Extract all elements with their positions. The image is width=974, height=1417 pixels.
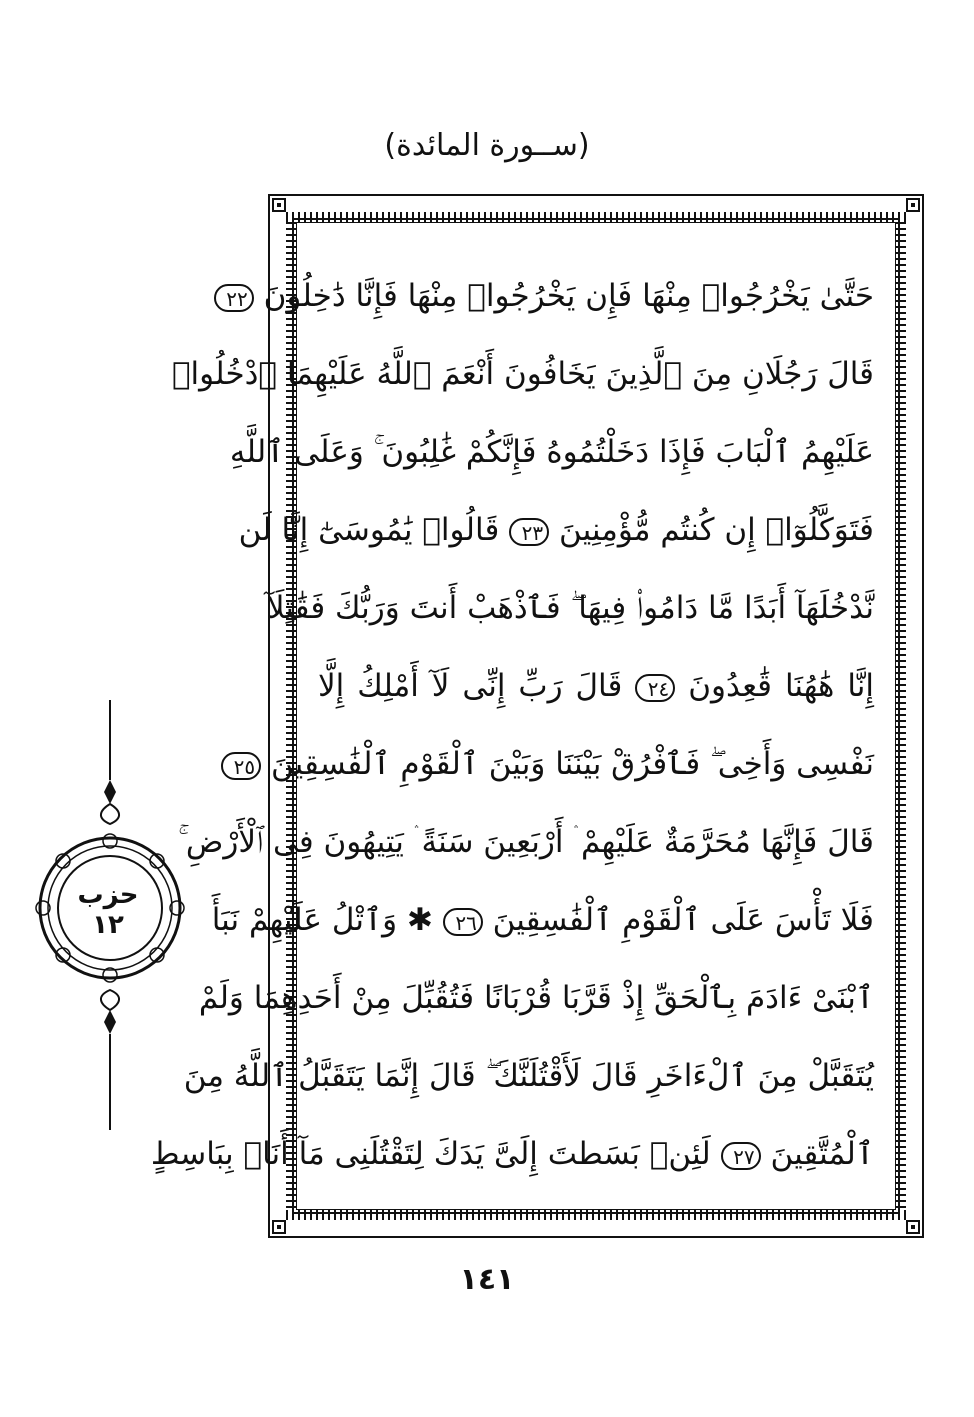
verse-text-area	[150, 240, 875, 1200]
verse-line: ٱلْمُتَّقِينَ ٢٧ لَئِنۢ بَسَطتَ إِلَىَّ يَدَكَ لِتَقْتُلَنِى مَآ أَنَا۠ بِبَاسِطٍ	[150, 1136, 874, 1172]
verse-line: حَتَّىٰ يَخْرُجُوا۟ مِنْهَا فَإِن يَخْرُجُوا۟ مِنْهَا فَإِنَّا دَٰخِلُونَ ٢٢	[318, 266, 874, 326]
verse-line: فَتَوَكَّلُوٓا۟ إِن كُنتُم مُّؤْمِنِينَ ٢٣ قَالُوا۟ يَٰمُوسَىٰٓ إِنَّا لَن	[238, 512, 874, 548]
verse-line: عَلَيْهِمُ ٱلْبَابَ فَإِذَا دَخَلْتُمُوهُ فَإِنَّكُمْ غَٰلِبُونَ ۚ وَعَلَى ٱللَّهِ	[229, 434, 874, 470]
ayah-number-marker: ٢٣	[509, 518, 549, 546]
frame-corner-ornament	[906, 198, 920, 212]
frame-corner-ornament	[906, 1220, 920, 1234]
hizb-number: ١٢	[92, 910, 124, 940]
hizb-label	[56, 880, 160, 940]
verse-line: نَفْسِى وَأَخِى ۖ فَٱفْرُقْ بَيْنَنَا وَبَيْنَ ٱلْقَوْمِ ٱلْفَٰسِقِينَ ٢٥	[318, 734, 874, 794]
surah-title: (ســورة المائدة)	[384, 128, 590, 163]
verse-line: قَالَ فَإِنَّهَا مُحَرَّمَةٌ عَلَيْهِمْ ۛ أَرْبَعِينَ سَنَةً ۛ يَتِيهُونَ فِى ٱلْأَرْضِ ۚ	[178, 824, 874, 860]
frame-corner-ornament	[272, 1220, 286, 1234]
page-number: ١٤١	[459, 1262, 515, 1297]
hizb-word: حزب	[77, 880, 139, 910]
verse-line: ٱبْنَىْ ءَادَمَ بِٱلْحَقِّ إِذْ قَرَّبَا قُرْبَانًا فَتُقُبِّلَ مِنْ أَحَدِهِمَا وَلَمْ	[198, 980, 874, 1016]
ayah-number-marker: ٢٧	[721, 1142, 761, 1170]
ayah-number-marker: ٢٢	[214, 284, 254, 312]
ayah-number-marker: ٢٤	[635, 674, 675, 702]
ayah-number-marker: ٢٥	[221, 752, 261, 780]
verse-line: إِنَّا هَٰهُنَا قَٰعِدُونَ ٢٤ قَالَ رَبِّ إِنِّى لَآ أَمْلِكُ إِلَّا	[318, 668, 875, 704]
ayah-number-marker: ٢٦	[443, 908, 483, 936]
verse-line: نَّدْخُلَهَآ أَبَدًا مَّا دَامُوا۟ فِيهَا ۖ فَٱذْهَبْ أَنتَ وَرَبُّكَ فَقَٰتِلَآ	[266, 590, 874, 626]
frame-corner-ornament	[272, 198, 286, 212]
verse-line: يُتَقَبَّلْ مِنَ ٱلْءَاخَرِ قَالَ لَأَقْتُلَنَّكَ ۖ قَالَ إِنَّمَا يَتَقَبَّلُ ٱللَّهُ مِنَ	[183, 1058, 874, 1094]
verse-line: فَلَا تَأْسَ عَلَى ٱلْقَوْمِ ٱلْفَٰسِقِينَ ٢٦ ✱ وَٱتْلُ عَلَيْهِمْ نَبَأَ	[211, 902, 874, 938]
verse-line: قَالَ رَجُلَانِ مِنَ ٱلَّذِينَ يَخَافُونَ أَنْعَمَ ٱللَّهُ عَلَيْهِمَا ٱدْخُلُوا۟	[171, 356, 874, 392]
